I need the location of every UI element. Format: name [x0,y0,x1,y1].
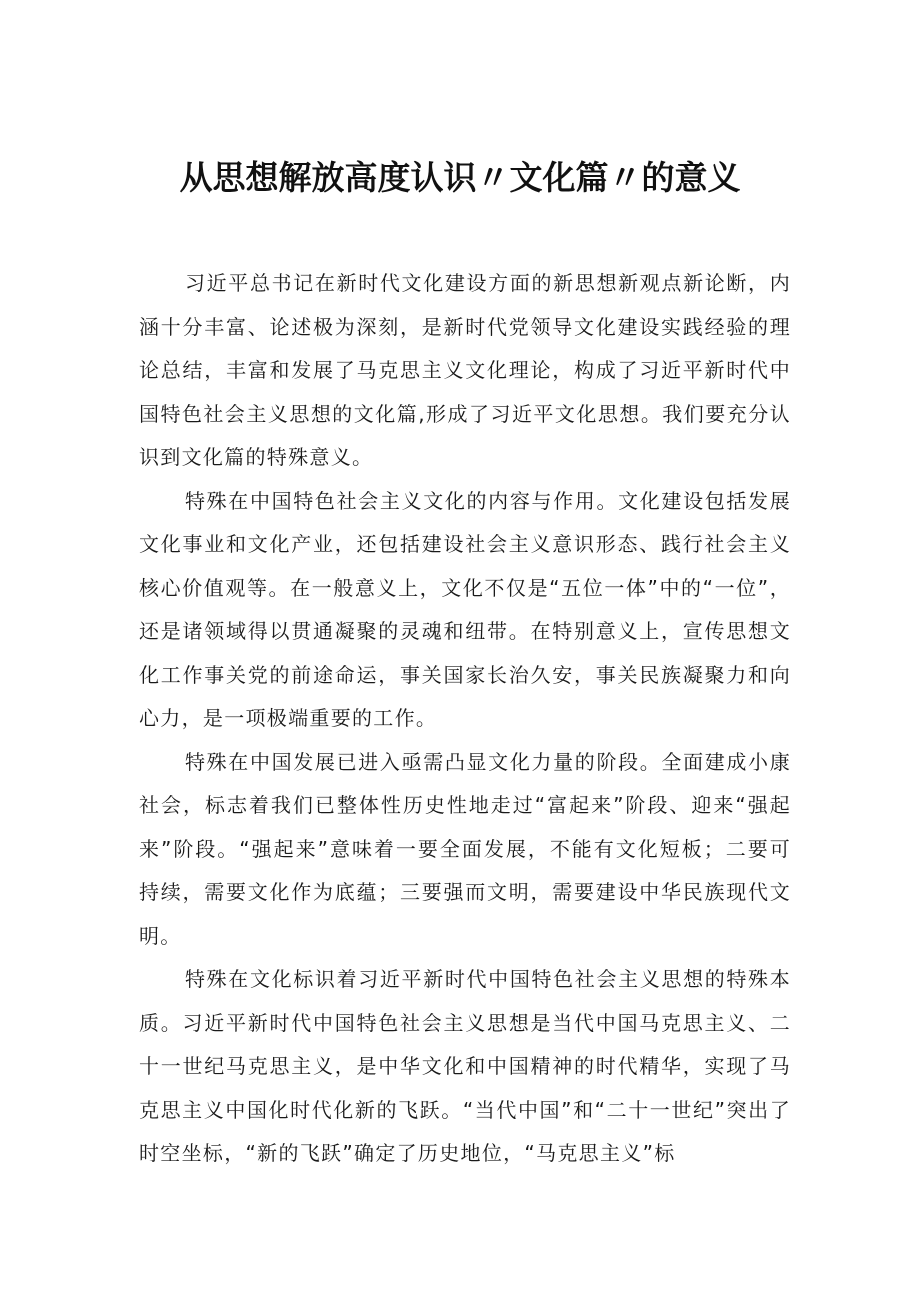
paragraph-1: 习近平总书记在新时代文化建设方面的新思想新观点新论断，内涵十分丰富、论述极为深刻，是新时代党领导文化建设实践经验的理论总结，丰富和发展了马克思主义文化理论，构成了习近平新时代中国特色社会主义思想的文化篇,形成了习近平文化思想。我们要充分认识到文化篇的特殊意义。 [139,271,791,469]
document-title: 从思想解放高度认识〃文化篇〃的意义 [179,158,741,197]
paragraph-2: 特殊在中国特色社会主义文化的内容与作用。文化建设包括发展文化事业和文化产业，还包括建设社会主义意识形态、践行社会主义核心价值观等。在一般意义上，文化不仅是“五位一体”中的“一位”，还是诸领域得以贯通凝聚的灵魂和纽带。在特别意义上，宣传思想文化工作事关党的前途命运，事关国家长治久安，事关民族凝聚力和向心力，是一项极端重要的工作。 [139,488,791,730]
paragraph-3: 特殊在中国发展已进入亟需凸显文化力量的阶段。全面建成小康社会，标志着我们已整体性历史性地走过“富起来”阶段、迎来“强起来”阶段。“强起来”意味着一要全面发展，不能有文化短板；二要可持续，需要文化作为底蕴；三要强而文明，需要建设中华民族现代文明。 [139,749,791,948]
document-body [139,262,791,1176]
paragraph-4: 特殊在文化标识着习近平新时代中国特色社会主义思想的特殊本质。习近平新时代中国特色社会主义思想是当代中国马克思主义、二十一世纪马克思主义，是中华文化和中国精神的时代精华，实现了马克思主义中国化时代化新的飞跃。“当代中国”和“二十一世纪”突出了时空坐标，“新的飞跃”确定了历史地位，“马克思主义”标 [139,967,791,1165]
